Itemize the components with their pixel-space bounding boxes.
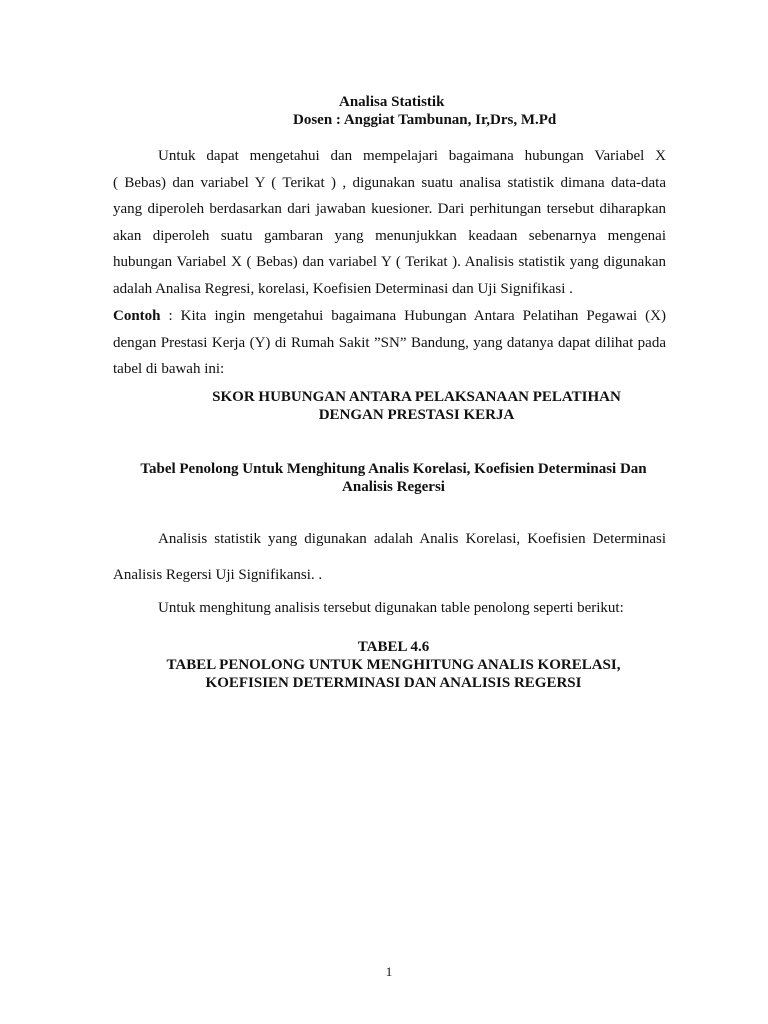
example-line: dengan Prestasi Kerja (Y) di Rumah Sakit ”SN” Bandung, yang datanya dapat dilihat pada <box>113 334 666 351</box>
table-heading-line: KOEFISIEN DETERMINASI DAN ANALISIS REGERSI <box>205 675 582 691</box>
tabel-heading-line: Tabel Penolong Untuk Menghitung Analis Korelasi, Koefisien Determinasi Dan <box>140 461 647 477</box>
tabel-heading-line: Analisis Regersi <box>342 479 445 495</box>
analysis-paragraph <box>113 526 666 589</box>
intro-line: Untuk dapat mengetahui dan mempelajari bagaimana hubungan Variabel X <box>158 148 666 164</box>
analysis-line: Analisis statistik yang digunakan adalah Analis Korelasi, Koefisien Determinasi <box>158 531 666 547</box>
skor-heading-line: SKOR HUBUNGAN ANTARA PELAKSANAAN PELATIHAN <box>212 389 621 405</box>
intro-line: hubungan Variabel X ( Bebas) dan variabel Y ( Terikat ). Analisis statistik yang digunakan <box>113 254 666 270</box>
table-heading <box>117 638 670 692</box>
example-paragraph <box>113 303 666 383</box>
table-heading-line: TABEL PENOLONG UNTUK MENGHITUNG ANALIS KORELASI, <box>166 657 621 673</box>
example-line: tabel di bawah ini: <box>113 361 225 377</box>
intro-paragraph <box>113 143 666 302</box>
example-text: : Kita ingin mengetahui bagaimana Hubungan Antara Pelatihan Pegawai (X) <box>160 308 666 324</box>
intro-line: adalah Analisa Regresi, korelasi, Koefisien Determinasi dan Uji Signifikasi . <box>113 280 573 297</box>
table-heading-line: TABEL 4.6 <box>357 639 430 655</box>
intro-line: yang diperoleh berdasarkan dari jawaban kuesioner. Dari perhitungan tersebut diharapkan <box>113 201 666 217</box>
intro-line: akan diperoleh suatu gambaran yang menunjukkan keadaan sebenarnya mengenai <box>113 227 666 244</box>
tabel-heading <box>117 460 670 496</box>
lecturer-line: Dosen : Anggiat Tambunan, Ir,Drs, M.Pd <box>293 112 557 128</box>
intro-line: ( Bebas) dan variabel Y ( Terikat ) , digunakan suatu analisa statistik dimana data-data <box>113 174 666 191</box>
page-number: 1 <box>385 964 393 979</box>
skor-heading <box>140 388 693 424</box>
compute-line: Untuk menghitung analisis tersebut digunakan table penolong seperti berikut: <box>158 600 624 616</box>
example-line <box>113 303 666 330</box>
skor-heading-line: DENGAN PRESTASI KERJA <box>318 407 515 423</box>
analysis-line: Analisis Regersi Uji Signifikansi. . <box>113 567 323 583</box>
document-title: Analisa Statistik <box>339 94 445 110</box>
example-label: Contoh <box>113 308 161 324</box>
